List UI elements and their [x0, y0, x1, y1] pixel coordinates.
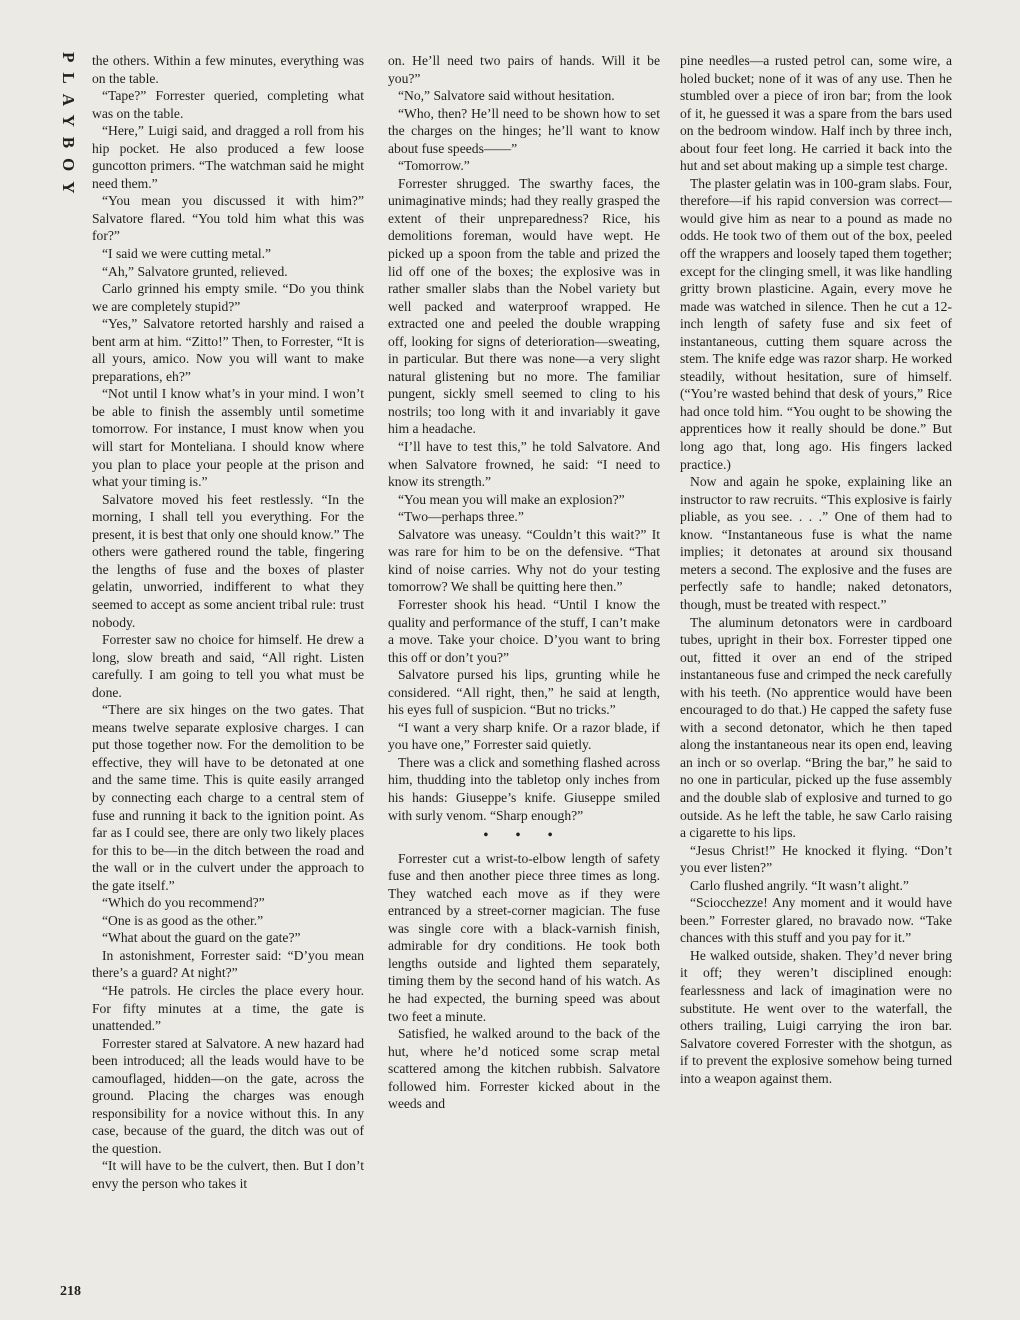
paragraph: Now and again he spoke, explaining like an instructor to raw recruits. “This explosive is fairly pliable, as you see. . . .” One of them had to know. “Instantaneous fuse is what the name implies; it detonates at around six thousand meters a second. The explosive and the fuses are perfectly safe to handle; naked detonators, though, must be treated with respect.”	[680, 474, 952, 612]
section-break: • • •	[483, 827, 565, 843]
paragraph: “Sciocchezze! Any moment and it would have been.” Forrester glared, no bravado now. “Take chances with this stuff and you pay for it.”	[680, 895, 952, 946]
paragraph: In astonishment, Forrester said: “D’you mean there’s a guard? At night?”	[92, 947, 364, 981]
paragraph: “He patrols. He circles the place every hour. For fifty minutes at a time, the gate is unattended.”	[92, 982, 364, 1034]
paragraph: “Yes,” Salvatore retorted harshly and raised a bent arm at him. “Zitto!” Then, to Forrester, “It is all yours, amico. Now you will want to make preparations, eh?”	[92, 316, 364, 384]
paragraph: “Tape?” Forrester queried, completing what was on the table.	[92, 88, 364, 121]
paragraph: Carlo grinned his empty smile. “Do you think we are completely stupid?”	[92, 281, 364, 314]
text-column-3	[680, 52, 952, 1087]
paragraph: Satisfied, he walked around to the back of the hut, where he’d noticed some scrap metal scattered among the kitchen rubbish. Salvatore followed him. Forrester kicked about in the weeds and	[388, 1026, 660, 1112]
paragraph: “I want a very sharp knife. Or a razor blade, if you have one,” Forrester said quietly.	[388, 719, 660, 753]
paragraph: Forrester shrugged. The swarthy faces, the unimaginative minds; had they really grasped the extent of their unpreparedness? Rice, his demolitions foreman, would have wept. He picked up a spoon from the table and prized the lid off one of the boxes; the explosive was in rather smaller slabs than the Nobel variety but well packed and waterproof wrapped. He extracted one and peeled the double wrapping off, looking for signs of deterioration—sweating, in particular. But there was none—a very slight natural glistening but no more. The familiar pungent, sickly smell seemed to cling to his nostrils; too long with it and invariably it gave him a headache.	[388, 175, 660, 437]
paragraph: “Here,” Luigi said, and dragged a roll from his hip pocket. He also produced a few loose guncotton primers. “The watchman said he might need them.”	[92, 123, 364, 191]
paragraph: The plaster gelatin was in 100-gram slabs. Four, therefore—if his rapid conversion was correct—would give him as near to a pound as made no odds. He took two of them out of the box, peeled off the wrappers and loosely taped them together; except for the clinging smell, it was like handling gritty brown plasticine. Again, every move he made was watched in silence. Then he cut a 12-inch length of safety fuse and six feet of instantaneous, cutting them square across the stem. The knife edge was razor sharp. He worked steadily, without hesitation, sure of himself. (“You’re wasted behind that desk of yours,” Rice had once told him. “You ought to be showing the apprentices how it really should be done.” But long ago that, long ago. His fingers lacked practice.)	[680, 175, 952, 472]
paragraph: “Jesus Christ!” He knocked it flying. “Don’t you ever listen?”	[680, 842, 952, 876]
paragraph: “One is as good as the other.”	[102, 912, 264, 928]
paragraph: “You mean you will make an explosion?”	[398, 491, 625, 507]
paragraph: Forrester cut a wrist-to-elbow length of safety fuse and then another piece three times as long. They watched each move as if they were entranced by a street-corner magician. The fuse was single core with a black-varnish finish, admirable for dry conditions. He took both lengths outside and lighted them separately, timing them by the second hand of his watch. As he had expected, the burning speed was about two feet a minute.	[388, 850, 660, 1024]
paragraph: pine needles—a rusted petrol can, some wire, a holed bucket; none of it was of any use. Then he stumbled over a piece of iron bar; from the look of it, he guessed it was a spare from the bars used on the bedroom window. Half inch by three inch, about four feet long. He carried it back into the hut and set about making up a simple test charge.	[680, 53, 952, 174]
paragraph: “Tomorrow.”	[398, 158, 470, 174]
paragraph: “It will have to be the culvert, then. But I don’t envy the person who takes it	[92, 1158, 364, 1191]
paragraph: Salvatore pursed his lips, grunting while he considered. “All right, then,” he said at length, his eyes full of suspicion. “But no tricks.”	[388, 667, 660, 718]
paragraph: “I said we were cutting metal.”	[102, 246, 272, 262]
paragraph: “Who, then? He’ll need to be shown how to set the charges on the hinges; he’ll want to know about fuse speeds——”	[388, 105, 660, 156]
paragraph: The aluminum detonators were in cardboard tubes, upright in their box. Forrester tipped one out, fitted it over an end of the striped instantaneous fuse and crimped the neck carefully with his teeth. (No apprentice would have been encouraged to do that.) He capped the safety fuse with a second detonator, which he then taped along the instantaneous near its open end, leaving an inch or so overlap. “Bring the bar,” he said to no one in particular, picked up the fuse assembly and the double slab of explosive and turned to go outside. As he left the table, he saw Carlo raising a cigarette to his lips.	[680, 614, 952, 841]
page-number: 218	[60, 1284, 81, 1299]
paragraph: “Which do you recommend?”	[102, 895, 265, 911]
text-column-2	[388, 52, 660, 1113]
paragraph: “What about the guard on the gate?”	[102, 930, 301, 946]
paragraph: Carlo flushed angrily. “It wasn’t alight.”	[690, 877, 909, 893]
paragraph: the others. Within a few minutes, everything was on the table.	[92, 53, 364, 86]
paragraph: “You mean you discussed it with him?” Salvatore flared. “You told him what this was for?”	[92, 193, 364, 244]
paragraph: Salvatore moved his feet restlessly. “In the morning, I shall tell you everything. For the present, it is best that only one should know.” The others were gathered round the table, fingering the lengths of fuse and the boxes of plaster gelatin, unworried, indifferent to what they seemed to accept as some ancient tribal rule: trust nobody.	[92, 491, 364, 630]
paragraph: Forrester saw no choice for himself. He drew a long, slow breath and said, “All right. Listen carefully. I am going to tell you what must be done.	[92, 632, 364, 700]
paragraph: Forrester shook his head. “Until I know the quality and performance of the stuff, I can’t make a move. Take your choice. D’you want to bring this off or don’t you?”	[388, 596, 660, 665]
magazine-name: PLAYBOY	[59, 52, 78, 204]
paragraph: Forrester stared at Salvatore. A new hazard had been introduced; all the leads would have to be camouflaged, hidden—on the gate, across the ground. Placing the charges was enough responsibility for a novice without this. In any case, because of the guard, the ditch was out of the question.	[92, 1035, 364, 1156]
text-column-1	[92, 52, 364, 1193]
paragraph: “Ah,” Salvatore grunted, relieved.	[102, 263, 288, 279]
paragraph: “There are six hinges on the two gates. That means twelve separate explosive charges. I can put those together now. For the demolition to be effective, they will have to be detonated at one and the same time. This is quite easily arranged by connecting each charge to a central stem of fuse and running it back to the ignition point. As far as I could see, there are only two likely places for this to be—in the ditch between the road and the wall or in the culvert under the approach to the gate itself.”	[92, 702, 364, 893]
paragraph: There was a click and something flashed across him, thudding into the tabletop only inches from his hands: Giuseppe’s knife. Giuseppe smiled with surly venom. “Sharp enough?”	[388, 754, 660, 823]
paragraph: “I’ll have to test this,” he told Salvatore. And when Salvatore frowned, he said: “I need to know its strength.”	[388, 439, 660, 490]
paragraph: on. He’ll need two pairs of hands. Will it be you?”	[388, 53, 660, 86]
paragraph: Salvatore was uneasy. “Couldn’t this wait?” It was rare for him to be on the defensive. “That kind of noise carries. Why not do your testing tomorrow? We shall be quitting here then.”	[388, 526, 660, 595]
paragraph: He walked outside, shaken. They’d never bring it off; they weren’t disciplined enough: fearlessness and lack of imagination were no substitute. He went over to the waterfall, the others trailing, Luigi carrying the iron bar. Salvatore covered Forrester with the shotgun, as if to prevent the explosive somehow being turned into a weapon against them.	[680, 947, 952, 1086]
paragraph: “No,” Salvatore said without hesitation.	[398, 88, 615, 104]
paragraph: “Not until I know what’s in your mind. I won’t be able to finish the assembly until sometime tomorrow. For instance, I must know when you will start for Monteliana. I should know where you plan to place your people at the prison and what your timing is.”	[92, 386, 364, 490]
paragraph: “Two—perhaps three.”	[398, 509, 524, 525]
